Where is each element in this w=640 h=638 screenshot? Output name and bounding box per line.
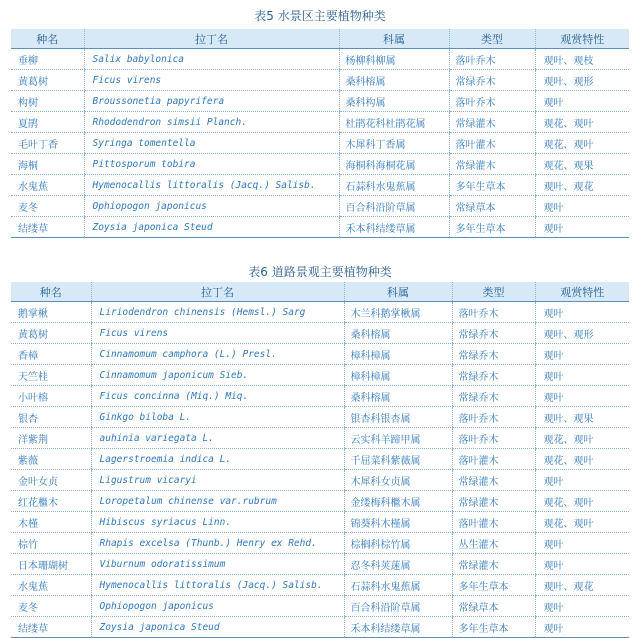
table-row [11, 575, 629, 596]
table-row [11, 133, 629, 154]
col-header-species: 种名 [11, 282, 91, 302]
species-cell: 小叶榕 [11, 386, 91, 407]
ornamental-cell: 观叶、观花 [535, 175, 629, 196]
table-row [11, 302, 629, 323]
table-row [11, 512, 629, 533]
family-cell: 木兰科鹅掌楸属 [344, 302, 452, 323]
latin-name-cell: Pittosporum tobira [84, 154, 339, 175]
page [0, 6, 640, 635]
table-row [11, 365, 629, 386]
type-cell: 落叶乔木 [452, 428, 535, 449]
ornamental-cell: 观叶 [535, 617, 629, 638]
type-cell: 丛生灌木 [452, 533, 535, 554]
latin-name-cell: Rhapis excelsa (Thunb.) Henry ex Rehd. [91, 533, 344, 554]
type-cell: 常绿乔木 [452, 344, 535, 365]
species-cell: 紫薇 [11, 449, 91, 470]
table-row [11, 217, 629, 238]
table-row [11, 407, 629, 428]
type-cell: 落叶乔木 [452, 407, 535, 428]
species-cell: 黄葛树 [11, 323, 91, 344]
latin-name-cell: Cinnamomum japonicum Sieb. [91, 365, 344, 386]
type-cell: 常绿灌木 [452, 470, 535, 491]
ornamental-cell: 观花、观果 [535, 154, 629, 175]
type-cell: 落叶灌木 [452, 449, 535, 470]
ornamental-cell: 观叶、观形 [535, 323, 629, 344]
type-cell: 多年生草本 [449, 175, 535, 196]
table-row [11, 175, 629, 196]
type-cell: 落叶乔木 [449, 91, 535, 112]
family-cell: 锦葵科木槿属 [344, 512, 452, 533]
species-cell: 红花檵木 [11, 491, 91, 512]
latin-name-cell: Liriodendron chinensis (Hemsl.) Sarg [91, 302, 344, 323]
col-header-family: 科属 [339, 29, 449, 49]
latin-name-cell: Syringa tomentella [84, 133, 339, 154]
species-cell: 麦冬 [11, 596, 91, 617]
type-cell: 落叶灌木 [452, 512, 535, 533]
table-row [11, 70, 629, 91]
species-cell: 结缕草 [11, 217, 84, 238]
species-cell: 结缕草 [11, 617, 91, 638]
family-cell: 木犀科丁香属 [339, 133, 449, 154]
latin-name-cell: Zoysia japonica Steud [84, 217, 339, 238]
family-cell: 杜鹃花科杜鹃花属 [339, 112, 449, 133]
col-header-ornamental: 观赏特性 [535, 29, 629, 49]
family-cell: 禾本科结缕草属 [344, 617, 452, 638]
ornamental-cell: 观叶 [535, 344, 629, 365]
ornamental-cell: 观花、观叶 [535, 112, 629, 133]
ornamental-cell: 观叶 [535, 217, 629, 238]
col-header-type: 类型 [452, 282, 535, 302]
species-cell: 香樟 [11, 344, 91, 365]
family-cell: 杨柳科柳属 [339, 49, 449, 70]
ornamental-cell: 观叶、观果 [535, 407, 629, 428]
table5 [11, 29, 629, 238]
table-row [11, 154, 629, 175]
table5-caption: 表5 水景区主要植物种类 [254, 9, 386, 23]
col-header-family: 科属 [344, 282, 452, 302]
latin-name-cell: Viburnum odoratissimum [91, 554, 344, 575]
ornamental-cell: 观花、观叶 [535, 491, 629, 512]
family-cell: 棕榈科棕竹属 [344, 533, 452, 554]
species-cell: 银杏 [11, 407, 91, 428]
type-cell: 多年生草本 [452, 575, 535, 596]
family-cell: 金缕梅科檵木属 [344, 491, 452, 512]
species-cell: 垂柳 [11, 49, 84, 70]
family-cell: 百合科沿阶草属 [339, 196, 449, 217]
species-cell: 洋紫荆 [11, 428, 91, 449]
ornamental-cell: 观花、观叶 [535, 449, 629, 470]
family-cell: 千屈菜科紫薇属 [344, 449, 452, 470]
ornamental-cell: 观叶、观花 [535, 575, 629, 596]
latin-name-cell: Hymenocallis littoralis (Jacq.) Salisb. [91, 575, 344, 596]
family-cell: 桑科构属 [339, 91, 449, 112]
latin-name-cell: Hymenocallis littoralis (Jacq.) Salisb. [84, 175, 339, 196]
type-cell: 落叶乔木 [449, 49, 535, 70]
latin-name-cell: Ginkgo biloba L. [91, 407, 344, 428]
table5-header-row [11, 29, 629, 49]
family-cell: 禾本科结缕草属 [339, 217, 449, 238]
family-cell: 百合科沿阶草属 [344, 596, 452, 617]
family-cell: 石蒜科水鬼蕉属 [339, 175, 449, 196]
ornamental-cell: 观叶 [535, 91, 629, 112]
ornamental-cell: 观叶 [535, 196, 629, 217]
latin-name-cell: Lagerstroemia indica L. [91, 449, 344, 470]
table-row [11, 470, 629, 491]
table-row [11, 196, 629, 217]
latin-name-cell: Ophiopogon japonicus [91, 596, 344, 617]
table-row [11, 533, 629, 554]
col-header-species: 种名 [11, 29, 84, 49]
table6 [11, 282, 629, 638]
type-cell: 多年生草本 [449, 217, 535, 238]
table-row [11, 428, 629, 449]
type-cell: 多年生草本 [452, 617, 535, 638]
col-header-latin: 拉丁名 [84, 29, 339, 49]
species-cell: 天竺桂 [11, 365, 91, 386]
col-header-type: 类型 [449, 29, 535, 49]
species-cell: 日本珊瑚树 [11, 554, 91, 575]
type-cell: 落叶灌木 [449, 133, 535, 154]
ornamental-cell: 观花、观叶 [535, 133, 629, 154]
species-cell: 鹅掌楸 [11, 302, 91, 323]
latin-name-cell: auhinia variegata L. [91, 428, 344, 449]
species-cell: 海桐 [11, 154, 84, 175]
table-row [11, 323, 629, 344]
family-cell: 樟科樟属 [344, 344, 452, 365]
species-cell: 木槿 [11, 512, 91, 533]
latin-name-cell: Hibiscus syriacus Linn. [91, 512, 344, 533]
family-cell: 云实科羊蹄甲属 [344, 428, 452, 449]
family-cell: 石蒜科水鬼蕉属 [344, 575, 452, 596]
table-row [11, 554, 629, 575]
type-cell: 常绿灌木 [452, 491, 535, 512]
table-row [11, 112, 629, 133]
table-row [11, 91, 629, 112]
ornamental-cell: 观叶、观形 [535, 70, 629, 91]
type-cell: 常绿乔木 [452, 365, 535, 386]
type-cell: 常绿草本 [452, 596, 535, 617]
latin-name-cell: Broussonetia papyrifera [84, 91, 339, 112]
latin-name-cell: Zoysia japonica Steud [91, 617, 344, 638]
latin-name-cell: Rhododendron simsii Planch. [84, 112, 339, 133]
table-row [11, 449, 629, 470]
ornamental-cell: 观叶、观枝 [535, 49, 629, 70]
family-cell: 忍冬科荚蒾属 [344, 554, 452, 575]
species-cell: 金叶女贞 [11, 470, 91, 491]
species-cell: 棕竹 [11, 533, 91, 554]
type-cell: 常绿乔木 [449, 70, 535, 91]
latin-name-cell: Ligustrum vicaryi [91, 470, 344, 491]
latin-name-cell: Ficus concinna (Miq.) Miq. [91, 386, 344, 407]
ornamental-cell: 观叶 [535, 470, 629, 491]
latin-name-cell: Cinnamomum camphora (L.) Presl. [91, 344, 344, 365]
species-cell: 构树 [11, 91, 84, 112]
family-cell: 桑科榕属 [339, 70, 449, 91]
table-row [11, 386, 629, 407]
ornamental-cell: 观叶 [535, 365, 629, 386]
ornamental-cell: 观叶 [535, 596, 629, 617]
species-cell: 毛叶丁香 [11, 133, 84, 154]
table6-header-row [11, 282, 629, 302]
species-cell: 水鬼蕉 [11, 175, 84, 196]
family-cell: 银杏科银杏属 [344, 407, 452, 428]
ornamental-cell: 观叶 [535, 386, 629, 407]
family-cell: 桑科榕属 [344, 386, 452, 407]
type-cell: 常绿灌木 [452, 554, 535, 575]
ornamental-cell: 观叶 [535, 554, 629, 575]
latin-name-cell: Ficus virens [91, 323, 344, 344]
table-row [11, 617, 629, 638]
latin-name-cell: Ficus virens [84, 70, 339, 91]
family-cell: 桑科榕属 [344, 323, 452, 344]
type-cell: 常绿灌木 [449, 112, 535, 133]
family-cell: 木犀科女贞属 [344, 470, 452, 491]
type-cell: 常绿草本 [449, 196, 535, 217]
table6-caption: 表6 道路景观主要植物种类 [248, 265, 392, 279]
table-row [11, 596, 629, 617]
species-cell: 麦冬 [11, 196, 84, 217]
type-cell: 常绿灌木 [449, 154, 535, 175]
latin-name-cell: Ophiopogon japonicus [84, 196, 339, 217]
type-cell: 落叶乔木 [452, 302, 535, 323]
species-cell: 水鬼蕉 [11, 575, 91, 596]
type-cell: 常绿乔木 [452, 323, 535, 344]
latin-name-cell: Salix babylonica [84, 49, 339, 70]
col-header-ornamental: 观赏特性 [535, 282, 629, 302]
family-cell: 樟科樟属 [344, 365, 452, 386]
table-row [11, 491, 629, 512]
ornamental-cell: 观花、观叶 [535, 428, 629, 449]
col-header-latin: 拉丁名 [91, 282, 344, 302]
table-row [11, 49, 629, 70]
ornamental-cell: 观花、观叶 [535, 512, 629, 533]
type-cell: 常绿乔木 [452, 386, 535, 407]
species-cell: 黄葛树 [11, 70, 84, 91]
ornamental-cell: 观叶 [535, 533, 629, 554]
table-row [11, 344, 629, 365]
ornamental-cell: 观叶 [535, 302, 629, 323]
family-cell: 海桐科海桐花属 [339, 154, 449, 175]
latin-name-cell: Loropetalum chinense var.rubrum [91, 491, 344, 512]
species-cell: 夏鹃 [11, 112, 84, 133]
